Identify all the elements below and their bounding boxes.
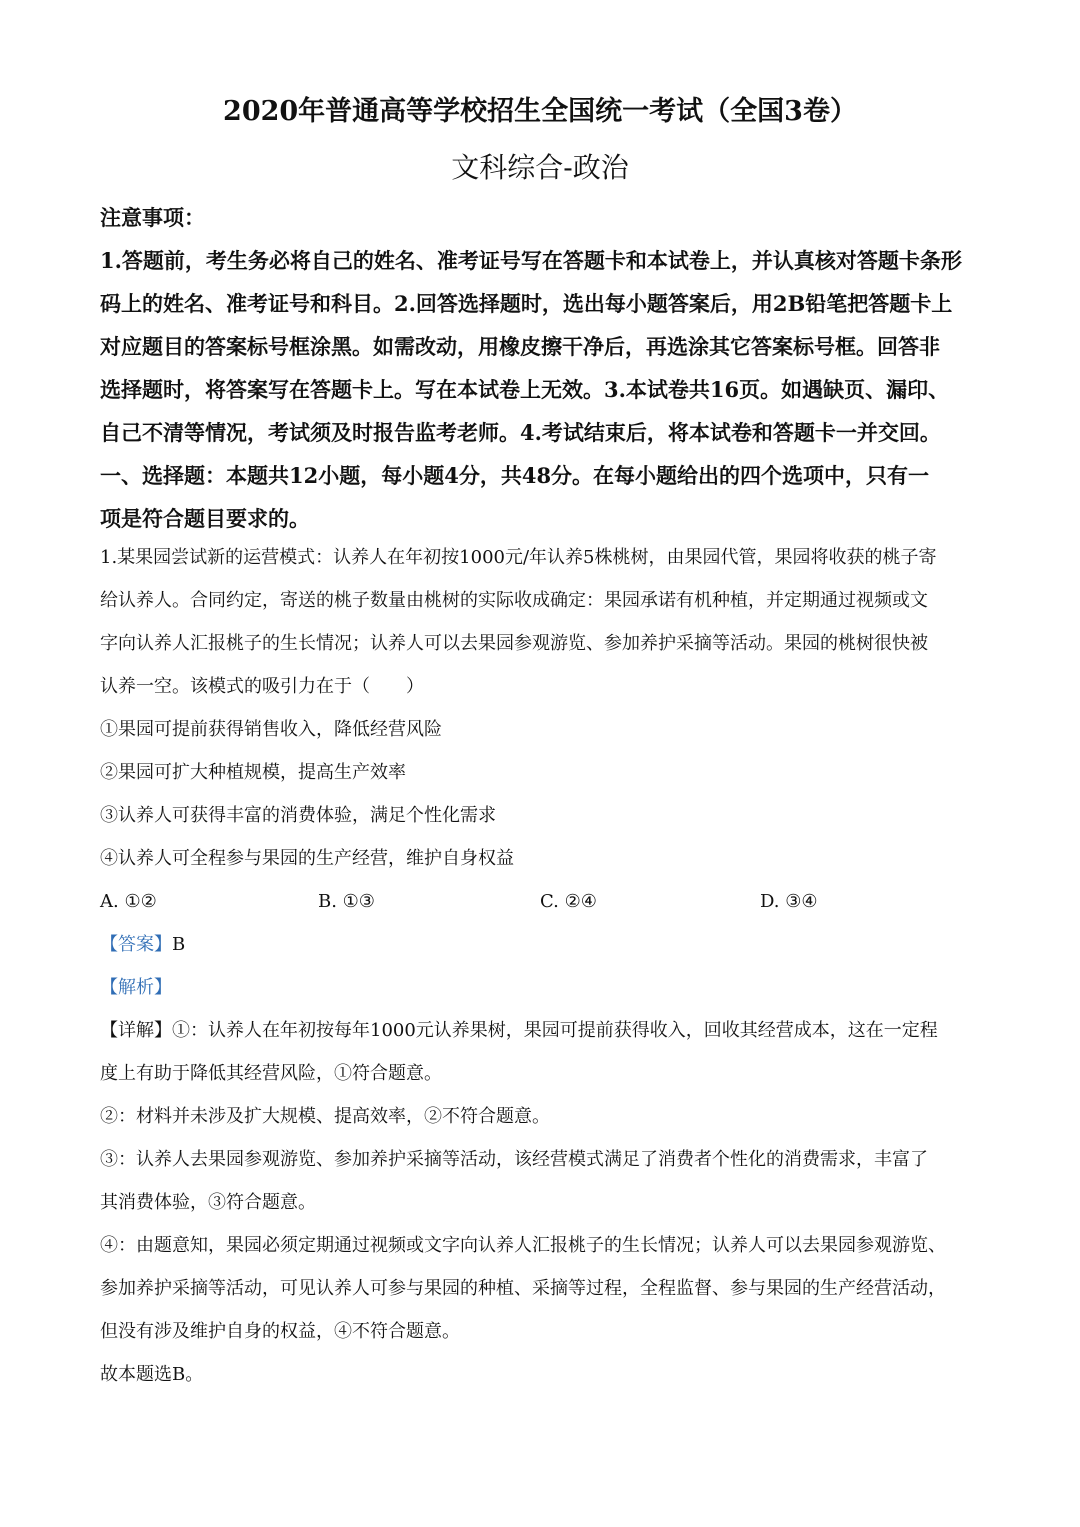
option-d: D. ③④ — [760, 891, 818, 912]
question-stem-line: 给认养人。合同约定，寄送的桃子数量由桃树的实际收成确定：果园承诺有机种植，并定期通过视频或文 — [100, 590, 928, 611]
question-item: ①果园可提前获得销售收入，降低经营风险 — [100, 719, 442, 740]
options-row — [100, 880, 986, 923]
detail-line: 参加养护采摘等活动，可见认养人可参与果园的种植、采摘等过程，全程监督、参与果园的生产经营活动， — [100, 1278, 946, 1299]
analysis-label: 【解析】 — [100, 977, 172, 998]
question-block — [100, 536, 986, 1396]
question-stem-line: 1.某果园尝试新的运营模式：认养人在年初按1000元/年认养5株桃树，由果园代管，果园将收获的桃子寄 — [100, 547, 937, 568]
question-item: ②果园可扩大种植规模，提高生产效率 — [100, 762, 406, 783]
notes-line: 选择题时，将答案写在答题卡上。写在本试卷上无效。3.本试卷共16页。如遇缺页、漏印、 — [100, 377, 950, 402]
notes-block — [100, 196, 986, 540]
option-b: B. ①③ — [318, 891, 375, 912]
detail-line: 其消费体验，③符合题意。 — [100, 1192, 316, 1213]
section-heading-line: 项是符合题目要求的。 — [100, 506, 310, 531]
notes-line: 1.答题前，考生务必将自己的姓名、准考证号写在答题卡和本试卷上，并认真核对答题卡条形 — [100, 248, 962, 273]
section-heading-line: 一、选择题：本题共12小题，每小题4分，共48分。在每小题给出的四个选项中，只有一 — [100, 463, 930, 488]
detail-line: 度上有助于降低其经营风险，①符合题意。 — [100, 1063, 442, 1084]
notes-line: 自己不清等情况，考试须及时报告监考老师。4.考试结束后，将本试卷和答题卡一并交回。 — [100, 420, 941, 445]
detail-line: 故本题选B。 — [100, 1364, 204, 1385]
option-a: A. ①② — [100, 891, 157, 912]
notes-heading: 注意事项： — [100, 205, 205, 230]
notes-line: 码上的姓名、准考证号和科目。2.回答选择题时，选出每小题答案后，用2B铅笔把答题卡上 — [100, 291, 953, 316]
exam-subtitle: 文科综合-政治 — [451, 151, 629, 184]
notes-line: 对应题目的答案标号框涂黑。如需改动，用橡皮擦干净后，再选涂其它答案标号框。回答非 — [100, 334, 940, 359]
answer-value: B — [172, 934, 186, 955]
question-item: ④认养人可全程参与果园的生产经营，维护自身权益 — [100, 848, 514, 869]
detail-line: ②：材料并未涉及扩大规模、提高效率，②不符合题意。 — [100, 1106, 550, 1127]
answer-line — [100, 923, 986, 966]
question-item: ③认养人可获得丰富的消费体验，满足个性化需求 — [100, 805, 496, 826]
answer-label: 【答案】 — [100, 934, 172, 955]
detail-line: ③：认养人去果园参观游览、参加养护采摘等活动，该经营模式满足了消费者个性化的消费需求，丰富了 — [100, 1149, 928, 1170]
option-c: C. ②④ — [540, 891, 597, 912]
question-stem-line: 认养一空。该模式的吸引力在于（ ） — [100, 676, 424, 697]
detail-line: ④：由题意知，果园必须定期通过视频或文字向认养人汇报桃子的生长情况；认养人可以去果园参观游览、 — [100, 1235, 946, 1256]
question-stem-line: 字向认养人汇报桃子的生长情况；认养人可以去果园参观游览、参加养护采摘等活动。果园的桃树很快被 — [100, 633, 928, 654]
detail-line: 【详解】①：认养人在年初按每年1000元认养果树，果园可提前获得收入，回收其经营成本，这在一定程 — [100, 1020, 938, 1041]
exam-title: 2020年普通高等学校招生全国统一考试（全国3卷） — [223, 96, 857, 127]
detail-line: 但没有涉及维护自身的权益，④不符合题意。 — [100, 1321, 460, 1342]
